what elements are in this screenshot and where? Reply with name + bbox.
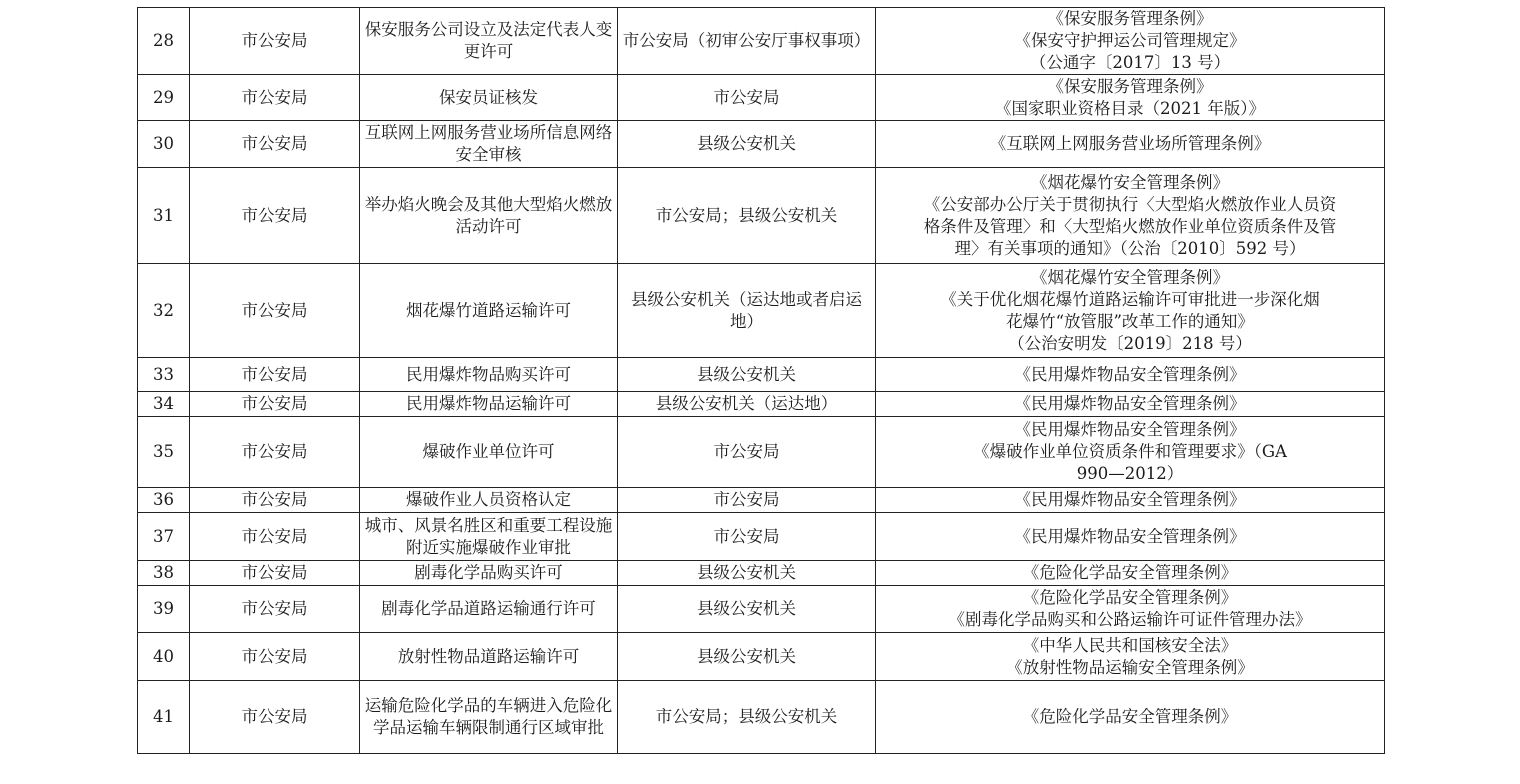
legal-basis-cell xyxy=(876,168,1385,264)
legal-basis-line: 《保安服务管理条例》 xyxy=(1047,76,1213,96)
legal-basis-line: 《互联网上网服务营业场所管理条例》 xyxy=(989,134,1271,153)
permit-item-cell: 剧毒化学品道路运输通行许可 xyxy=(360,586,618,633)
approving-authority-cell: 县级公安机关 xyxy=(618,358,876,392)
approving-authority-cell: 县级公安机关 xyxy=(618,586,876,633)
legal-basis-line: 《危险化学品安全管理条例》 xyxy=(1022,588,1238,607)
permit-item-cell: 放射性物品道路运输许可 xyxy=(360,633,618,681)
table-row xyxy=(138,168,1385,264)
row-number: 39 xyxy=(138,586,190,633)
department-cell: 市公安局 xyxy=(190,121,360,168)
department-cell: 市公安局 xyxy=(190,8,360,75)
legal-basis-cell xyxy=(876,392,1385,417)
permit-item-cell: 互联网上网服务营业场所信息网络安全审核 xyxy=(360,121,618,168)
legal-basis-cell xyxy=(876,417,1385,488)
approving-authority-cell: 市公安局 xyxy=(618,513,876,561)
table-row xyxy=(138,561,1385,586)
legal-basis-line: （公通字〔2017〕13 号） xyxy=(1029,53,1231,72)
table-row xyxy=(138,513,1385,561)
permit-item-cell: 城市、风景名胜区和重要工程设施附近实施爆破作业审批 xyxy=(360,513,618,561)
legal-basis-line: 格条件及管理〉和〈大型焰火燃放作业单位资质条件及管 xyxy=(923,216,1337,236)
department-cell: 市公安局 xyxy=(190,681,360,754)
legal-basis-line: 《烟花爆竹安全管理条例》 xyxy=(1031,267,1229,287)
table-row xyxy=(138,488,1385,513)
table-row xyxy=(138,8,1385,75)
permit-item-cell: 剧毒化学品购买许可 xyxy=(360,561,618,586)
legal-basis-line: 《关于优化烟花爆竹道路运输许可审批进一步深化烟 xyxy=(940,289,1320,309)
permit-item-cell: 举办焰火晚会及其他大型焰火燃放活动许可 xyxy=(360,168,618,264)
legal-basis-line: 《爆破作业单位资质条件和管理要求》（GA xyxy=(973,442,1287,461)
table-row xyxy=(138,358,1385,392)
legal-basis-line: 《危险化学品安全管理条例》 xyxy=(1022,707,1238,726)
permit-item-cell: 民用爆炸物品运输许可 xyxy=(360,392,618,417)
department-cell: 市公安局 xyxy=(190,392,360,417)
table-row xyxy=(138,586,1385,633)
department-cell: 市公安局 xyxy=(190,264,360,358)
department-cell: 市公安局 xyxy=(190,417,360,488)
legal-basis-line: 理〉有关事项的通知》（公治〔2010〕592 号） xyxy=(954,238,1306,258)
legal-basis-line: 《烟花爆竹安全管理条例》 xyxy=(1031,172,1229,192)
row-number: 30 xyxy=(138,121,190,168)
row-number: 33 xyxy=(138,358,190,392)
legal-basis-cell xyxy=(876,513,1385,561)
row-number: 35 xyxy=(138,417,190,488)
table-row xyxy=(138,392,1385,417)
department-cell: 市公安局 xyxy=(190,358,360,392)
row-number: 40 xyxy=(138,633,190,681)
approving-authority-cell: 县级公安机关（运达地或者启运地） xyxy=(618,264,876,358)
permit-item-cell: 烟花爆竹道路运输许可 xyxy=(360,264,618,358)
legal-basis-line: 《民用爆炸物品安全管理条例》 xyxy=(1014,364,1246,384)
department-cell: 市公安局 xyxy=(190,168,360,264)
approving-authority-cell: 市公安局；县级公安机关 xyxy=(618,681,876,754)
legal-basis-line: 《剧毒化学品购买和公路运输许可证件管理办法》 xyxy=(948,610,1312,629)
table-row xyxy=(138,75,1385,121)
legal-basis-line: 《公安部办公厅关于贯彻执行〈大型焰火燃放作业人员资 xyxy=(923,194,1337,214)
department-cell: 市公安局 xyxy=(190,586,360,633)
permit-table-body xyxy=(138,8,1385,754)
row-number: 31 xyxy=(138,168,190,264)
legal-basis-cell xyxy=(876,264,1385,358)
department-cell: 市公安局 xyxy=(190,75,360,121)
approving-authority-cell: 县级公安机关 xyxy=(618,561,876,586)
table-row xyxy=(138,264,1385,358)
legal-basis-cell xyxy=(876,75,1385,121)
table-row xyxy=(138,417,1385,488)
permit-item-cell: 运输危险化学品的车辆进入危险化学品运输车辆限制通行区域审批 xyxy=(360,681,618,754)
row-number: 36 xyxy=(138,488,190,513)
legal-basis-line: 《民用爆炸物品安全管理条例》 xyxy=(1014,420,1246,439)
legal-basis-line: 《保安服务管理条例》 xyxy=(1047,9,1213,28)
legal-basis-line: 《放射性物品运输安全管理条例》 xyxy=(1006,657,1254,677)
legal-basis-cell xyxy=(876,121,1385,168)
approving-authority-cell: 市公安局 xyxy=(618,417,876,488)
approving-authority-cell: 市公安局 xyxy=(618,488,876,513)
table-row xyxy=(138,121,1385,168)
approving-authority-cell: 县级公安机关（运达地） xyxy=(618,392,876,417)
legal-basis-line: （公治安明发〔2019〕218 号） xyxy=(1008,333,1252,353)
permit-item-cell: 民用爆炸物品购买许可 xyxy=(360,358,618,392)
row-number: 41 xyxy=(138,681,190,754)
legal-basis-line: 花爆竹“放管服”改革工作的通知》 xyxy=(1006,311,1254,331)
legal-basis-cell xyxy=(876,633,1385,681)
permit-item-cell: 爆破作业单位许可 xyxy=(360,417,618,488)
approving-authority-cell: 县级公安机关 xyxy=(618,121,876,168)
row-number: 34 xyxy=(138,392,190,417)
approving-authority-cell: 市公安局（初审公安厅事权事项） xyxy=(618,8,876,75)
table-row xyxy=(138,681,1385,754)
legal-basis-cell xyxy=(876,681,1385,754)
department-cell: 市公安局 xyxy=(190,488,360,513)
approving-authority-cell: 市公安局；县级公安机关 xyxy=(618,168,876,264)
legal-basis-line: 《民用爆炸物品安全管理条例》 xyxy=(1014,394,1246,413)
department-cell: 市公安局 xyxy=(190,633,360,681)
permit-table xyxy=(137,7,1385,754)
permit-item-cell: 保安服务公司设立及法定代表人变更许可 xyxy=(360,8,618,75)
approving-authority-cell: 县级公安机关 xyxy=(618,633,876,681)
permit-item-cell: 保安员证核发 xyxy=(360,75,618,121)
department-cell: 市公安局 xyxy=(190,561,360,586)
legal-basis-line: 990—2012） xyxy=(1076,464,1184,483)
row-number: 38 xyxy=(138,561,190,586)
row-number: 37 xyxy=(138,513,190,561)
legal-basis-cell xyxy=(876,488,1385,513)
legal-basis-cell xyxy=(876,358,1385,392)
legal-basis-line: 《国家职业资格目录（2021 年版）》 xyxy=(995,98,1265,118)
table-row xyxy=(138,633,1385,681)
legal-basis-line: 《中华人民共和国核安全法》 xyxy=(1022,635,1238,655)
row-number: 28 xyxy=(138,8,190,75)
legal-basis-cell xyxy=(876,8,1385,75)
row-number: 32 xyxy=(138,264,190,358)
legal-basis-cell xyxy=(876,586,1385,633)
legal-basis-line: 《民用爆炸物品安全管理条例》 xyxy=(1014,490,1246,509)
legal-basis-line: 《危险化学品安全管理条例》 xyxy=(1022,563,1238,582)
legal-basis-cell xyxy=(876,561,1385,586)
department-cell: 市公安局 xyxy=(190,513,360,561)
legal-basis-line: 《保安守护押运公司管理规定》 xyxy=(1014,31,1246,50)
legal-basis-line: 《民用爆炸物品安全管理条例》 xyxy=(1014,526,1246,546)
row-number: 29 xyxy=(138,75,190,121)
permit-item-cell: 爆破作业人员资格认定 xyxy=(360,488,618,513)
approving-authority-cell: 市公安局 xyxy=(618,75,876,121)
